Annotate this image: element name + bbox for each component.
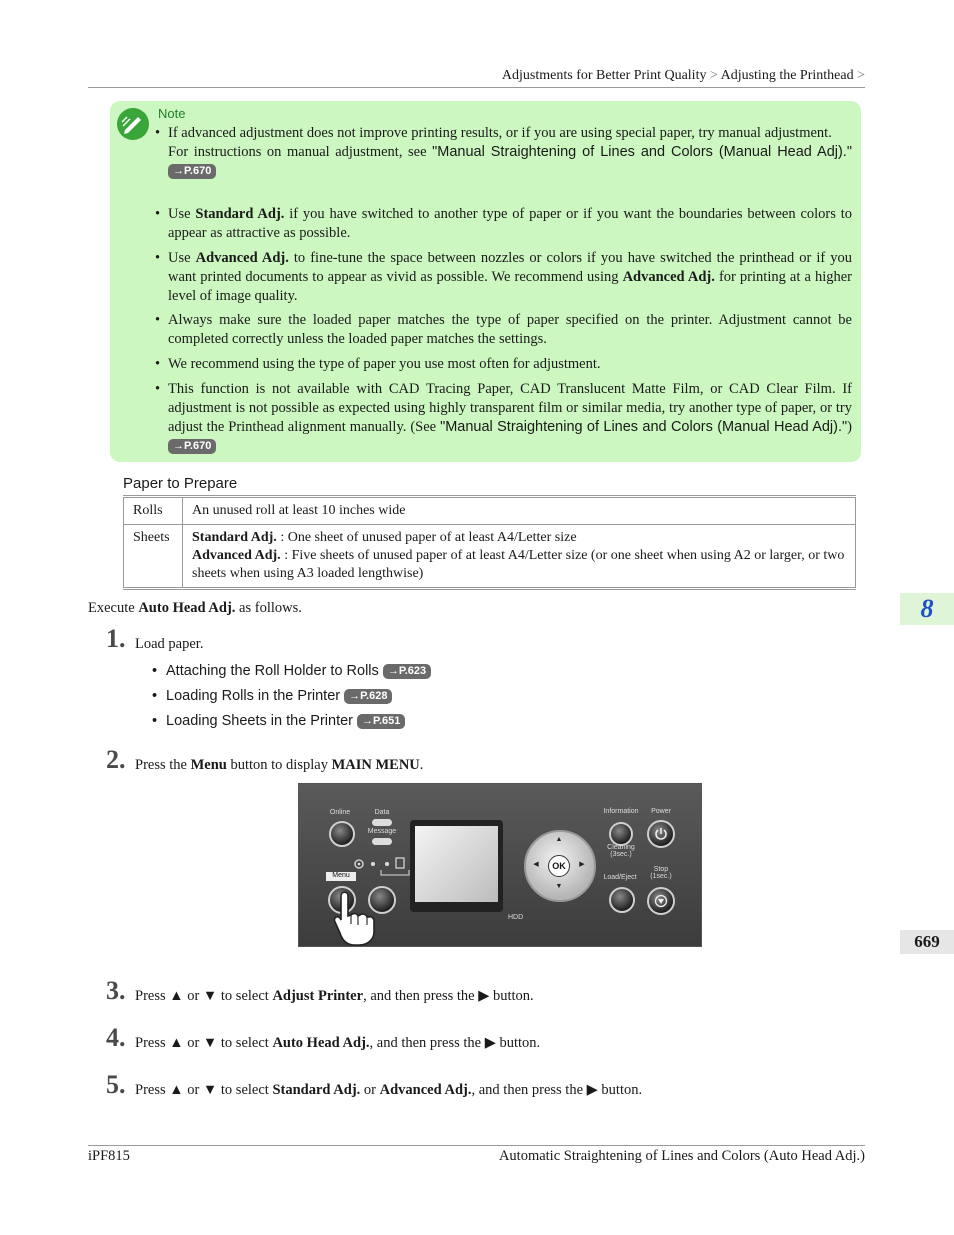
load-eject-button — [609, 887, 635, 913]
step-3-bold: Adjust Printer — [272, 988, 364, 1004]
bullet-dot: • — [155, 206, 161, 222]
standard-adj-label: Standard Adj. — [192, 530, 277, 545]
step-5-pre: Press ▲ or ▼ to select — [135, 1082, 273, 1098]
message-label: Message — [367, 828, 397, 835]
information-label: Information — [603, 808, 639, 815]
table-row — [124, 525, 856, 589]
online-button — [329, 821, 355, 847]
hdd-label: HDD — [508, 914, 524, 921]
load-link-item-3 — [152, 713, 405, 729]
stop-label: Stop (1sec.) — [650, 866, 672, 880]
cleaning-label: Cleaning (3sec.) — [607, 844, 635, 858]
step-5-text — [135, 1081, 642, 1100]
standard-adj-desc: : One sheet of unused paper of at least A4/Letter size — [276, 530, 577, 545]
information-button — [609, 822, 633, 846]
down-arrow-icon: ▼ — [555, 883, 563, 890]
step-3-pre: Press ▲ or ▼ to select — [135, 988, 273, 1004]
step-4-post: , and then press the ▶ button. — [369, 1035, 541, 1051]
online-label: Online — [329, 809, 351, 816]
loading-sheets-link[interactable]: Loading Sheets in the Printer — [166, 713, 354, 729]
breadcrumb-separator: > — [709, 68, 718, 83]
menu-label: Menu — [332, 872, 350, 879]
note-item-2-bold: Standard Adj. — [195, 206, 285, 222]
message-lamp — [372, 838, 392, 845]
note-item-1-line2: For instructions on manual adjustment, see — [168, 144, 433, 160]
table-row — [124, 497, 856, 525]
bullet-dot: • — [152, 663, 158, 679]
step-2-bold-main-menu: MAIN MENU — [331, 757, 420, 773]
page-ref-badge[interactable]: →P.628 — [344, 689, 392, 704]
page-number: 669 — [900, 930, 954, 954]
power-label: Power — [651, 808, 671, 815]
data-label: Data — [374, 809, 390, 816]
attaching-roll-holder-link[interactable]: Attaching the Roll Holder to Rolls — [166, 663, 379, 679]
manual-head-adj-link[interactable]: "Manual Straightening of Lines and Colors (Manual Head Adj)." — [432, 144, 852, 160]
bullet-dot: • — [152, 688, 158, 704]
note-item-5 — [155, 355, 852, 374]
note-item-3-post: for printing at a higher level of image quality. — [168, 269, 853, 304]
ok-label: OK — [552, 861, 566, 871]
step-5-bold-2: Advanced Adj. — [379, 1082, 472, 1098]
footer-model: iPF815 — [88, 1148, 130, 1164]
note-item-6-pre: This function is not available with CAD Tracing Paper, CAD Translucent Matte Film, or CAD Clear Film. If adjustment is not possible as expected using highly transparent film or similar media, try another type of paper, or try adjust the Printhead alignment manually. (See — [168, 381, 852, 435]
note-item-1 — [155, 124, 852, 181]
step-4-bold: Auto Head Adj. — [272, 1035, 370, 1051]
note-item-5-text: We recommend using the type of paper you use most often for adjustment. — [168, 356, 601, 372]
loading-rolls-link[interactable]: Loading Rolls in the Printer — [166, 688, 341, 704]
step-3-number: 3. — [106, 976, 126, 1005]
table-cell-desc: An unused roll at least 10 inches wide — [183, 497, 856, 525]
control-panel-illustration — [298, 783, 702, 947]
breadcrumb-adjustments[interactable]: Adjustments for Better Print Quality — [501, 68, 707, 83]
bullet-dot: • — [155, 312, 161, 328]
manual-head-adj-link-2[interactable]: "Manual Straightening of Lines and Colors (Manual Head Adj)." — [440, 419, 848, 435]
data-lamp — [372, 819, 392, 826]
intro-text — [88, 599, 302, 618]
table-cell-type: Sheets — [124, 525, 183, 589]
step-4-number: 4. — [106, 1023, 126, 1052]
page-ref-badge[interactable]: →P.623 — [383, 664, 431, 679]
up-arrow-icon: ▲ — [555, 836, 563, 843]
note-item-3-bold2: Advanced Adj. — [622, 269, 715, 285]
step-2-pre: Press the — [135, 757, 191, 773]
page-header — [88, 66, 865, 88]
stop-icon — [654, 894, 668, 908]
load-link-item-1 — [152, 663, 431, 679]
note-item-4-text: Always make sure the loaded paper matches the type of paper specified on the printer. Adjustment cannot be completed correctly unless the loaded paper matches the settings. — [168, 312, 852, 347]
advanced-adj-label: Advanced Adj. — [192, 548, 281, 563]
bullet-dot: • — [155, 381, 161, 397]
note-item-4 — [155, 311, 852, 349]
note-item-6 — [155, 380, 852, 456]
bullet-dot: • — [155, 356, 161, 372]
step-2-post: . — [419, 757, 424, 773]
step-4-text — [135, 1034, 540, 1053]
note-label: Note — [158, 106, 186, 121]
load-link-item-2 — [152, 688, 392, 704]
lcd-display — [415, 826, 498, 902]
bullet-dot: • — [155, 125, 161, 141]
note-item-3-bold: Advanced Adj. — [195, 250, 289, 266]
bullet-dot: • — [155, 250, 161, 266]
page-ref-badge-2[interactable]: →P.670 — [168, 439, 216, 454]
right-arrow-icon: ▶ — [579, 861, 585, 868]
step-2-number: 2. — [106, 745, 126, 774]
load-eject-label: Load/Eject — [603, 874, 637, 881]
page-ref-badge[interactable]: →P.670 — [168, 164, 216, 179]
page-footer — [88, 1145, 865, 1164]
step-3-text — [135, 987, 534, 1006]
bullet-dot: • — [152, 713, 158, 729]
note-item-2-post: if you have switched to another type of paper or if you want the boundaries between colors to appear as attractive as possible. — [168, 206, 852, 241]
advanced-adj-desc: : Five sheets of unused paper of at least A4/Letter size (or one sheet when using A2 or larger, or two sheets when using A3 loaded lengthwise) — [192, 548, 845, 581]
breadcrumb-adjusting-printhead[interactable]: Adjusting the Printhead — [720, 68, 854, 83]
step-4-pre: Press ▲ or ▼ to select — [135, 1035, 273, 1051]
table-cell-type: Rolls — [124, 497, 183, 525]
step-2-mid: button to display — [226, 757, 332, 773]
paper-to-prepare-title: Paper to Prepare — [123, 475, 238, 492]
note-item-2 — [155, 205, 852, 243]
note-item-3 — [155, 249, 852, 306]
power-icon — [653, 826, 669, 842]
intro-post: as follows. — [235, 600, 302, 616]
intro-pre: Execute — [88, 600, 139, 616]
step-5-number: 5. — [106, 1070, 126, 1099]
step-5-mid: or — [360, 1082, 380, 1098]
note-item-1-text: If advanced adjustment does not improve printing results, or if you are using special paper, try manual adjustment. — [168, 125, 832, 141]
note-item-3-pre: Use — [168, 250, 196, 266]
note-item-6-post: ) — [847, 419, 853, 435]
note-item-2-pre: Use — [168, 206, 196, 222]
note-box — [110, 101, 861, 462]
paper-table — [123, 495, 856, 590]
breadcrumb-separator-end: > — [857, 68, 865, 83]
pencil-note-icon — [116, 107, 150, 141]
left-arrow-icon: ◀ — [533, 861, 539, 868]
intro-bold: Auto Head Adj. — [138, 600, 236, 616]
footer-section-title: Automatic Straightening of Lines and Colors (Auto Head Adj.) — [498, 1148, 865, 1164]
pressing-hand-icon — [327, 888, 397, 946]
media-type-indicator-icon — [351, 856, 411, 878]
table-cell-desc — [183, 525, 856, 589]
step-5-post: , and then press the ▶ button. — [471, 1082, 643, 1098]
note-item-3-mid: to fine-tune the space between nozzles or colors if you have switched the printhead or if you want printed documents to appear as vivid as possible. We recommend using — [168, 250, 852, 285]
chapter-tab[interactable]: 8 — [900, 593, 954, 625]
step-1-number: 1. — [106, 624, 126, 653]
step-2-text — [135, 756, 423, 775]
step-3-post: , and then press the ▶ button. — [363, 988, 534, 1004]
step-1-text: Load paper. — [135, 636, 204, 652]
page-ref-badge[interactable]: →P.651 — [357, 714, 405, 729]
step-5-bold-1: Standard Adj. — [272, 1082, 361, 1098]
step-2-bold-menu: Menu — [190, 757, 227, 773]
